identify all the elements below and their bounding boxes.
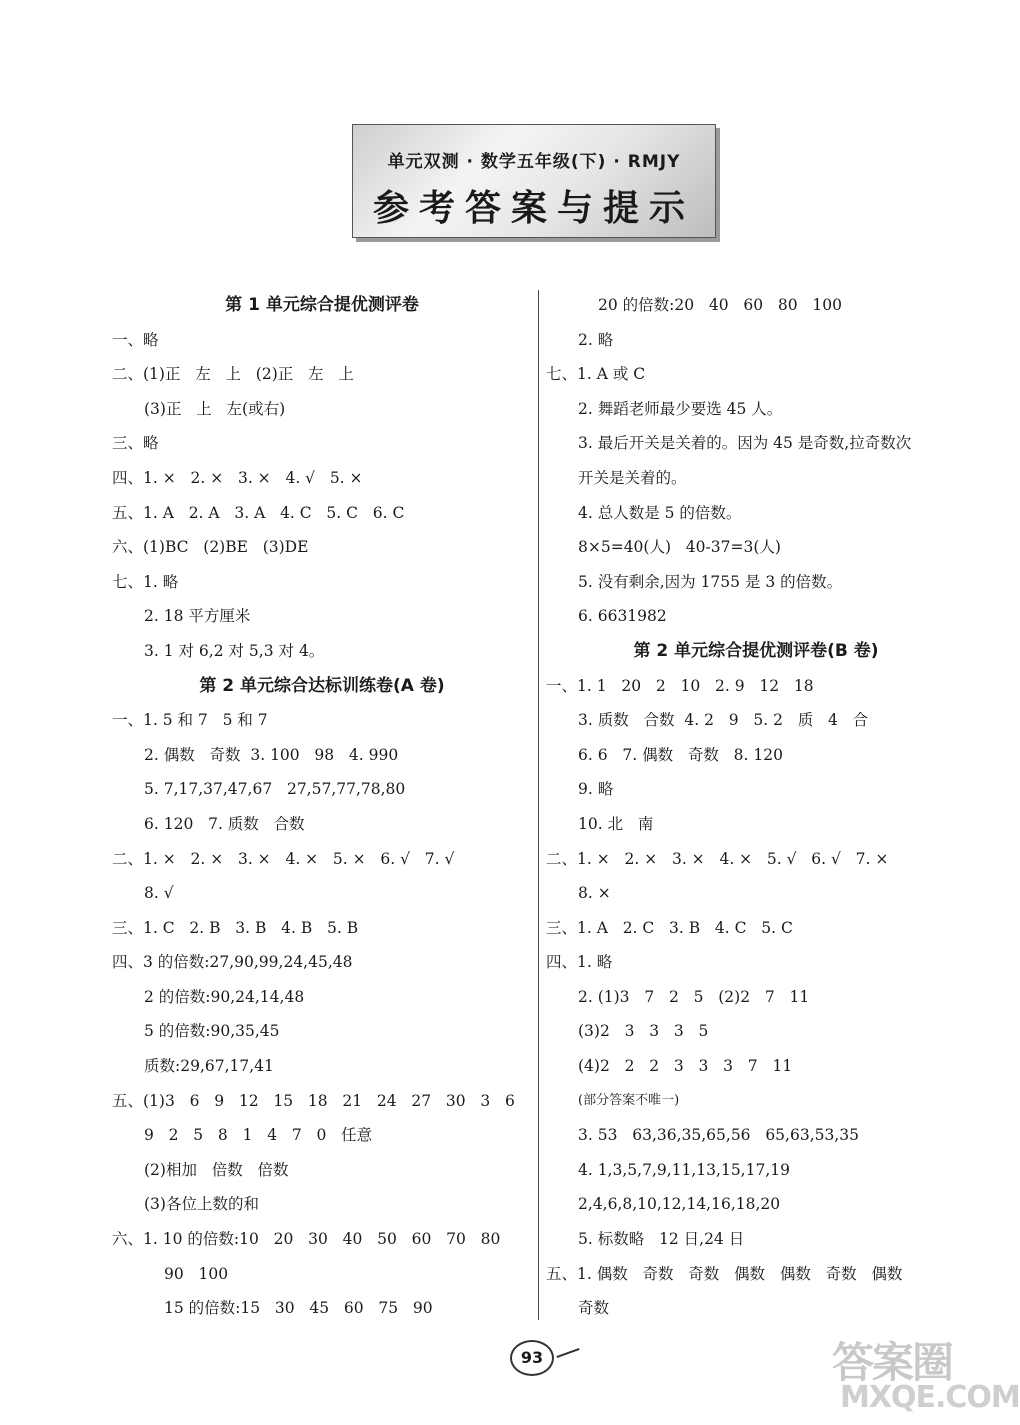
answer-line: 四、1. 略 <box>546 953 613 972</box>
answer-line: 4. 总人数是 5 的倍数。 <box>578 503 742 522</box>
book-subtitle: 单元双测 · 数学五年级(下) · RMJY <box>387 152 681 172</box>
answer-line: 七、1. A 或 C <box>546 365 646 384</box>
answer-line: 三、略 <box>112 434 159 453</box>
answer-line: 一、1. 5 和 7 5 和 7 <box>112 711 268 730</box>
answer-line: 2,4,6,8,10,12,14,16,18,20 <box>578 1195 781 1214</box>
answer-line: 3. 1 对 6,2 对 5,3 对 4。 <box>144 641 325 660</box>
answer-line: 15 的倍数:15 30 45 60 75 90 <box>164 1299 433 1318</box>
answer-line: 6. 120 7. 质数 合数 <box>144 814 305 833</box>
watermark-logo: 答案圈 <box>832 1338 953 1387</box>
answer-line: 一、1. 1 20 2 10 2. 9 12 18 <box>546 676 814 695</box>
answer-line: 20 的倍数:20 40 60 80 100 <box>598 296 842 314</box>
section-heading: 第 1 单元综合提优测评卷 <box>225 295 419 315</box>
answer-line: 8×5=40(人) 40-37=3(人) <box>578 538 781 557</box>
answer-line: 5. 没有剩余,因为 1755 是 3 的倍数。 <box>578 572 843 591</box>
title-banner <box>352 124 716 238</box>
answer-line: 五、1. 偶数 奇数 奇数 偶数 偶数 奇数 偶数 <box>546 1264 903 1283</box>
answer-line: 10. 北 南 <box>578 814 654 833</box>
answer-line: 6. 6 7. 偶数 奇数 8. 120 <box>578 745 783 764</box>
answer-line: (4)2 2 2 3 3 3 7 11 <box>578 1057 793 1076</box>
answer-line: 一、略 <box>112 330 159 349</box>
answer-line: 90 100 <box>164 1264 229 1283</box>
answer-line: 六、1. 10 的倍数:10 20 30 40 50 60 70 80 <box>112 1230 501 1249</box>
answer-line: 5. 7,17,37,47,67 27,57,77,78,80 <box>144 780 406 799</box>
answer-line: 开关是关着的。 <box>578 468 687 487</box>
answer-line: 4. 1,3,5,7,9,11,13,15,17,19 <box>578 1160 790 1179</box>
answer-line: 二、(1)正 左 上 (2)正 左 上 <box>112 365 354 384</box>
answer-line: 2. 18 平方厘米 <box>144 607 251 626</box>
answer-line: 9. 略 <box>578 780 614 799</box>
answer-line: 四、1. × 2. × 3. × 4. √ 5. × <box>112 468 363 487</box>
page-number-badge <box>500 1338 590 1378</box>
answer-line: 二、1. × 2. × 3. × 4. × 5. √ 6. √ 7. × <box>546 849 889 868</box>
answer-line: (3)2 3 3 3 5 <box>578 1022 709 1041</box>
answer-line: 8. × <box>578 884 611 903</box>
section-heading: 第 2 单元综合提优测评卷(B 卷) <box>633 640 879 661</box>
answer-line: (3)各位上数的和 <box>144 1195 259 1214</box>
answer-line: (部分答案不唯一) <box>578 1092 680 1108</box>
answer-line: 五、1. A 2. A 3. A 4. C 5. C 6. C <box>112 503 405 522</box>
answer-line: 2. 偶数 奇数 3. 100 98 4. 990 <box>144 745 399 764</box>
decoration-icon <box>556 1348 579 1358</box>
answer-line: 四、3 的倍数:27,90,99,24,45,48 <box>112 953 353 972</box>
page-title: 参考答案与提示 <box>372 188 695 229</box>
left-column <box>112 288 532 1326</box>
answer-line: 二、1. × 2. × 3. × 4. × 5. × 6. √ 7. √ <box>112 849 455 868</box>
answer-line: 五、(1)3 6 9 12 15 18 21 24 27 30 3 6 <box>112 1091 515 1110</box>
answer-line: 2. (1)3 7 2 5 (2)2 7 11 <box>578 987 810 1006</box>
answer-line: 2. 舞蹈老师最少要选 45 人。 <box>578 399 783 418</box>
answer-line: 5. 标数略 12 日,24 日 <box>578 1230 745 1249</box>
answer-line: 3. 最后开关是关着的。因为 45 是奇数,拉奇数次 <box>578 434 912 453</box>
watermark-url: MXQE.COM <box>840 1380 1020 1415</box>
answer-line: 9 2 5 8 1 4 7 0 任意 <box>144 1126 373 1145</box>
right-column <box>546 288 966 1326</box>
answer-line: 5 的倍数:90,35,45 <box>144 1022 280 1041</box>
answer-line: 2 的倍数:90,24,14,48 <box>144 987 305 1006</box>
answer-line: 8. √ <box>144 884 174 903</box>
answer-line: 3. 质数 合数 4. 2 9 5. 2 质 4 合 <box>578 711 869 730</box>
answer-line: 6. 6631982 <box>578 607 667 626</box>
answer-line: 质数:29,67,17,41 <box>144 1057 274 1076</box>
answer-line: 3. 53 63,36,35,65,56 65,63,53,35 <box>578 1126 859 1145</box>
answer-line: 三、1. C 2. B 3. B 4. B 5. B <box>112 918 359 937</box>
section-heading: 第 2 单元综合达标训练卷(A 卷) <box>199 675 445 696</box>
answer-line: 奇数 <box>578 1299 610 1318</box>
column-divider <box>538 290 539 1320</box>
page-number: 93 <box>510 1340 554 1376</box>
answer-line: (3)正 上 左(或右) <box>144 399 286 418</box>
answer-line: 三、1. A 2. C 3. B 4. C 5. C <box>546 918 793 937</box>
answer-line: 2. 略 <box>578 330 614 349</box>
answer-line: (2)相加 倍数 倍数 <box>144 1160 289 1179</box>
answer-line: 七、1. 略 <box>112 572 179 591</box>
answer-line: 六、(1)BC (2)BE (3)DE <box>112 538 309 557</box>
